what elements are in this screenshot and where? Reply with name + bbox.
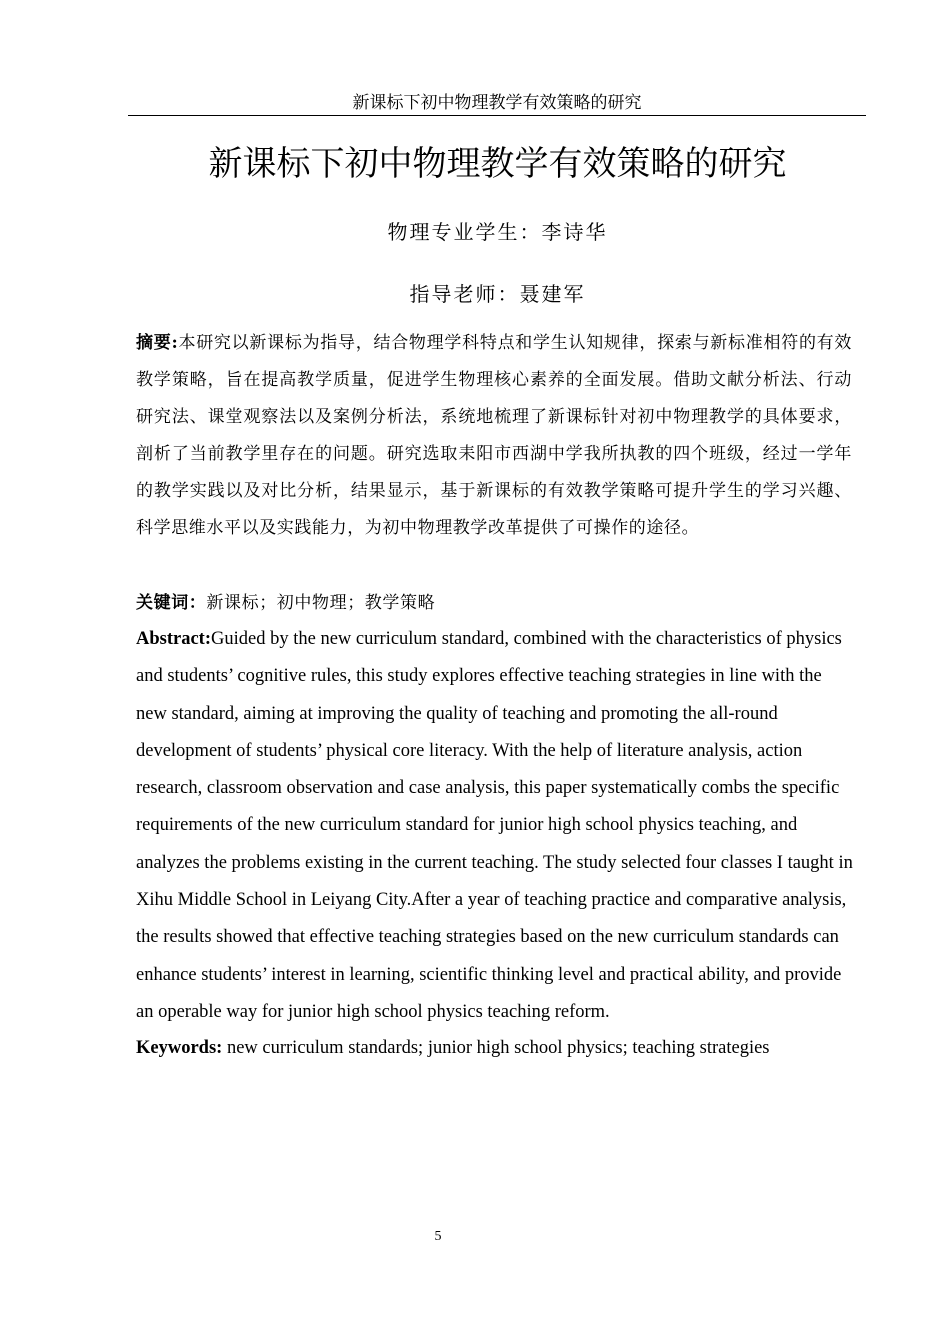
running-header: 新课标下初中物理教学有效策略的研究 — [352, 93, 642, 112]
keywords-english — [136, 1033, 854, 1063]
author-line: 物理专业学生：李诗华 — [387, 220, 608, 244]
keywords-chinese — [136, 588, 852, 618]
paper-title: 新课标下初中物理教学有效策略的研究 — [208, 144, 787, 184]
abstract-chinese — [136, 325, 852, 547]
keywords-english-label: Keywords: — [136, 1038, 223, 1058]
header-rule — [128, 115, 866, 116]
abstract-chinese-label: 摘要: — [136, 333, 179, 353]
keywords-chinese-label: 关键词： — [136, 593, 207, 613]
page-number: 5 — [434, 1229, 442, 1244]
abstract-english-label: Abstract: — [136, 629, 212, 649]
abstract-english — [136, 621, 854, 1031]
advisor-line: 指导老师：聂建军 — [409, 282, 586, 306]
keywords-chinese-text: 新课标；初中物理；教学策略 — [206, 593, 436, 613]
keywords-english-text: new curriculum standards; junior high school physics; teaching strategies — [222, 1038, 770, 1058]
abstract-chinese-text: 本研究以新课标为指导，结合物理学科特点和学生认知规律，探索与新标准相符的有效教学策略，旨在提高教学质量，促进学生物理核心素养的全面发展。借助文献分析法、行动研究法、课堂观察法以及案例分析法，系统地梳理了新课标针对初中物理教学的具体要求，剖析了当前教学里存在的问题。研究选取耒阳市西湖中学我所执教的四个班级，经过一学年的教学实践以及对比分析，结果显示，基于新课标的有效教学策略可提升学生的学习兴趣、科学思维水平以及实践能力，为初中物理教学改革提供了可操作的途径。 — [136, 333, 852, 538]
abstract-english-text: Guided by the new curriculum standard, combined with the characteristics of physics and students’ cognitive rules, this study explores effective teaching strategies in line with the new standard, aiming at improving the quality of teaching and promoting the all-round development of students’ physical core literacy. With the help of literature analysis, action research, classroom observation and case analysis, this paper systematically combs the specific requirements of the new curriculum standard for junior high school physics teaching, and analyzes the problems existing in the current teaching. The study selected four classes I taught in Xihu Middle School in Leiyang City.After a year of teaching practice and comparative analysis, the results showed that effective teaching strategies based on the new curriculum standards can enhance students’ interest in learning, scientific thinking level and practical ability, and provide an operable way for junior high school physics teaching reform. — [136, 629, 853, 1022]
